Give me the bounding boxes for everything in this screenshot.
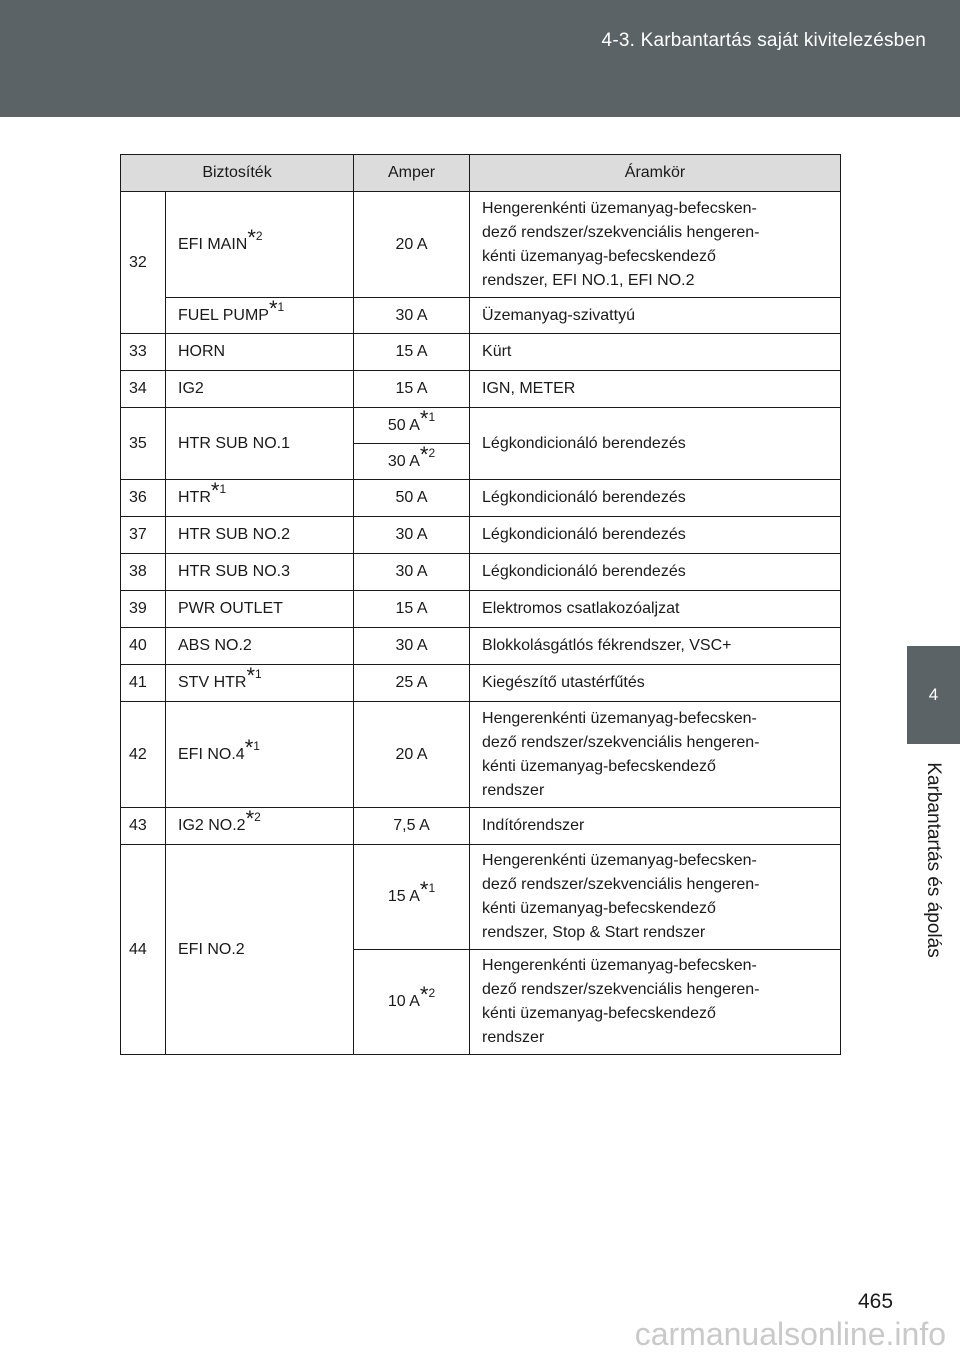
asterisk: *: [247, 224, 256, 250]
fuse-amp: 30 A: [354, 517, 470, 554]
fuse-amp: 20 A: [354, 192, 470, 298]
table-row: [121, 845, 841, 950]
table-row: [121, 408, 841, 444]
asterisk: *: [419, 405, 429, 431]
table-row: [121, 554, 841, 591]
asterisk: *: [419, 982, 429, 1007]
fuse-table: [120, 154, 841, 1055]
fuse-circuit: Elektromos csatlakozóaljzat: [470, 591, 841, 628]
table-row: [121, 298, 841, 334]
fuse-amp: 50 A*$^1$: [354, 408, 470, 444]
asterisk: *: [419, 441, 429, 467]
chapter-label: Karbantartás és ápolás: [923, 762, 944, 958]
fuse-amp: 15 A: [354, 371, 470, 408]
fuse-name: IG2: [166, 371, 354, 408]
asterisk: *: [210, 478, 220, 503]
chapter-number: 4: [928, 685, 939, 704]
header-fuse: Biztosíték: [121, 155, 354, 192]
fuse-name: PWR OUTLET: [166, 591, 354, 628]
fuse-name: HTR SUB NO.2: [166, 517, 354, 554]
fuse-number: 42: [121, 702, 166, 808]
fuse-amp: 10 A*$^2$: [354, 950, 470, 1055]
section-title: 4-3. Karbantartás saját kivitelezésben: [601, 30, 926, 51]
chapter-tab: [907, 646, 960, 744]
table-row: [121, 334, 841, 371]
fuse-amp: 15 A*$^1$: [354, 845, 470, 950]
fuse-amp: 25 A: [354, 665, 470, 702]
fuse-name: STV HTR*$^1$: [166, 665, 354, 702]
fuse-amp: 7,5 A: [354, 808, 470, 845]
table-row: [121, 628, 841, 665]
fuse-circuit: Indítórendszer: [470, 808, 841, 845]
header-amp: Amper: [354, 155, 470, 192]
table-row: [121, 702, 841, 808]
asterisk: *: [245, 806, 255, 831]
fuse-circuit: Légkondicionáló berendezés: [470, 408, 841, 480]
fuse-number: 37: [121, 517, 166, 554]
table-row: [121, 371, 841, 408]
fuse-name: IG2 NO.2*$^2$: [166, 808, 354, 845]
fuse-circuit: Kiegészítő utastérfűtés: [470, 665, 841, 702]
fuse-number: 44: [121, 845, 166, 1055]
fuse-name: EFI NO.2: [166, 845, 354, 1055]
fuse-circuit: Hengerenkénti üzemanyag-befecsken- dező rendszer/szekvenciális hengeren- kénti üzemanyag-befecskendező rendszer, EFI NO.1, EFI NO.2: [470, 192, 841, 298]
fuse-name: HORN: [166, 334, 354, 371]
table-row: [121, 480, 841, 517]
fuse-number: 39: [121, 591, 166, 628]
fuse-circuit: Kürt: [470, 334, 841, 371]
table-row: [121, 517, 841, 554]
fuse-amp: 30 A*$^2$: [354, 444, 470, 480]
fuse-number: 35: [121, 408, 166, 480]
fuse-amp: 30 A: [354, 628, 470, 665]
fuse-circuit: Hengerenkénti üzemanyag-befecsken- dező rendszer/szekvenciális hengeren- kénti üzemanyag-befecskendező rendszer: [470, 950, 841, 1055]
fuse-number: 32: [121, 192, 166, 334]
header-band: [0, 0, 960, 117]
fuse-amp: 15 A: [354, 334, 470, 371]
table-row: [121, 192, 841, 298]
fuse-name: EFI MAIN*$^2$: [166, 192, 354, 298]
asterisk: *: [244, 734, 254, 760]
fuse-circuit: Üzemanyag-szivattyú: [470, 298, 841, 334]
fuse-amp: 30 A: [354, 554, 470, 591]
asterisk: *: [246, 663, 256, 688]
fuse-circuit: Légkondicionáló berendezés: [470, 480, 841, 517]
fuse-number: 33: [121, 334, 166, 371]
table-header-row: [121, 155, 841, 192]
fuse-number: 40: [121, 628, 166, 665]
fuse-circuit: Légkondicionáló berendezés: [470, 517, 841, 554]
fuse-amp: 20 A: [354, 702, 470, 808]
fuse-number: 34: [121, 371, 166, 408]
fuse-circuit: IGN, METER: [470, 371, 841, 408]
fuse-circuit: Hengerenkénti üzemanyag-befecsken- dező rendszer/szekvenciális hengeren- kénti üzemanyag-befecskendező rendszer, Stop & Start rendszer: [470, 845, 841, 950]
fuse-number: 41: [121, 665, 166, 702]
fuse-amp: 50 A: [354, 480, 470, 517]
asterisk: *: [268, 295, 278, 321]
page-number: 465: [858, 1290, 894, 1313]
fuse-name: ABS NO.2: [166, 628, 354, 665]
header-circuit: Áramkör: [470, 155, 841, 192]
fuse-number: 36: [121, 480, 166, 517]
fuse-name: HTR SUB NO.3: [166, 554, 354, 591]
table-row: [121, 808, 841, 845]
asterisk: *: [419, 877, 429, 902]
fuse-name: FUEL PUMP*$^1$: [166, 298, 354, 334]
fuse-name: HTR*$^1$: [166, 480, 354, 517]
fuse-name: EFI NO.4*$^1$: [166, 702, 354, 808]
fuse-number: 38: [121, 554, 166, 591]
table-row: [121, 665, 841, 702]
fuse-amp: 30 A: [354, 298, 470, 334]
fuse-circuit: Légkondicionáló berendezés: [470, 554, 841, 591]
watermark: carmanualsonline.info: [634, 1316, 946, 1352]
fuse-number: 43: [121, 808, 166, 845]
table-row: [121, 591, 841, 628]
fuse-circuit: Blokkolásgátlós fékrendszer, VSC+: [470, 628, 841, 665]
fuse-name: HTR SUB NO.1: [166, 408, 354, 480]
fuse-circuit: Hengerenkénti üzemanyag-befecsken- dező rendszer/szekvenciális hengeren- kénti üzemanyag-befecskendező rendszer: [470, 702, 841, 808]
fuse-amp: 15 A: [354, 591, 470, 628]
